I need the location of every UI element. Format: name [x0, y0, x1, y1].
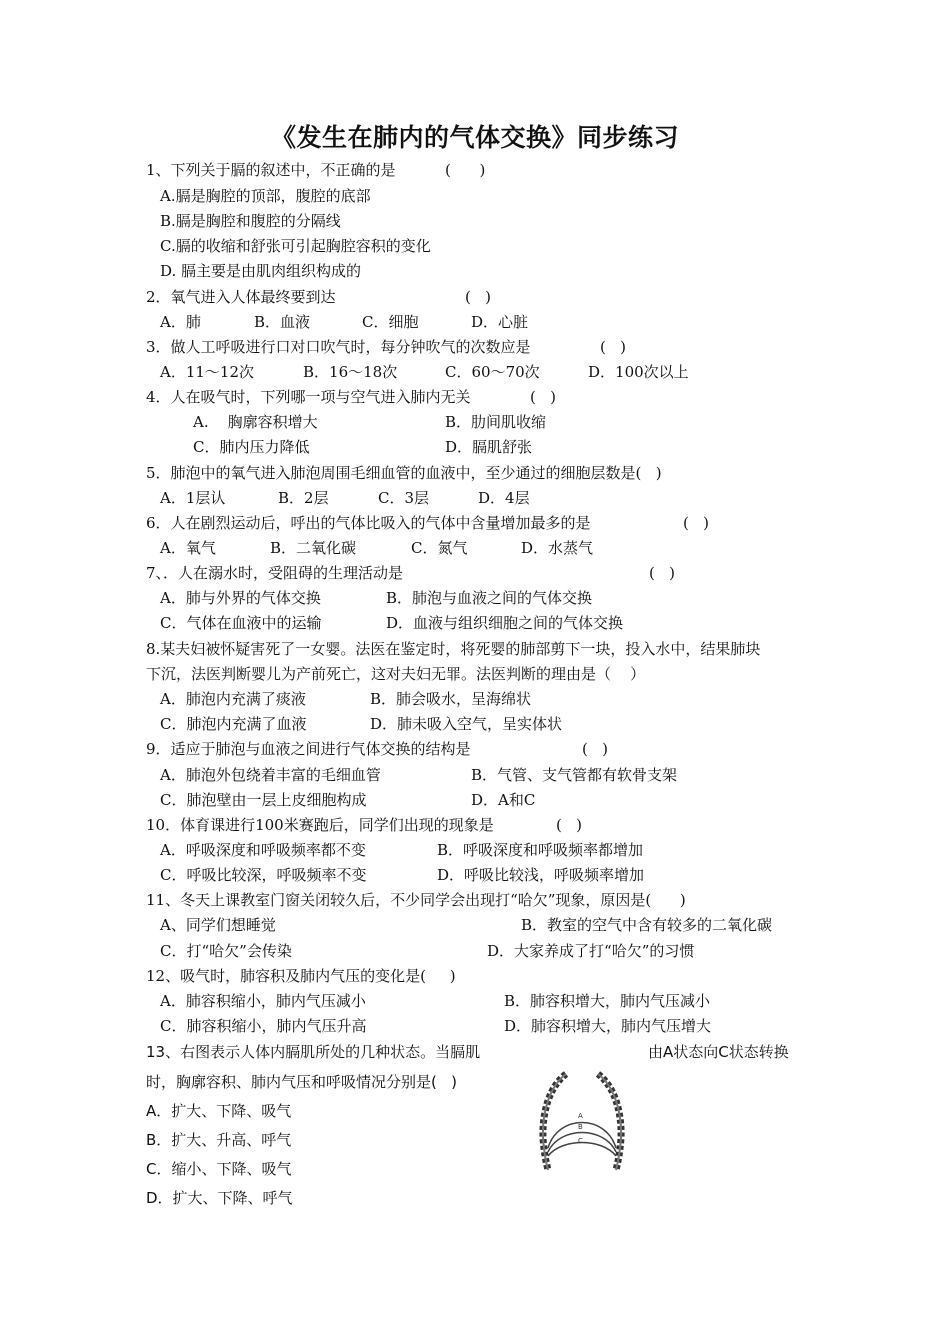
q1-stem: 1、下列关于膈的叙述中，不正确的是	[146, 161, 396, 179]
q7-option-b: B．肺泡与血液之间的气体交换	[386, 589, 593, 607]
q1-blank: ( )	[445, 161, 486, 179]
q8-option-d: D．肺未吸入空气，呈实体状	[370, 715, 563, 733]
q2-option-b: B．血液	[254, 313, 311, 331]
q7-stem: 7、．人在溺水时，受阻碍的生理活动是	[146, 564, 404, 582]
q4-stem: 4．人在吸气时，下列哪一项与空气进入肺内无关	[146, 388, 471, 406]
q10-stem: 10．体育课进行100米赛跑后，同学们出现的现象是	[146, 816, 494, 834]
q2-blank: ( )	[465, 288, 492, 306]
diaphragm-figure	[536, 1066, 628, 1176]
q6-option-c: C．氮气	[411, 539, 468, 557]
q1-option-b: B.膈是胸腔和腹腔的分隔线	[160, 212, 341, 230]
q9-option-b: B．气管、支气管都有软骨支架	[471, 766, 678, 784]
q7-option-a: A．肺与外界的气体交换	[160, 589, 321, 607]
q3-stem: 3．做人工呼吸进行口对口吹气时，每分钟吹气的次数应是	[146, 338, 531, 356]
q3-option-b: B．16～18次	[303, 363, 398, 381]
q11-option-b: B．教室的空气中含有较多的二氧化碳	[521, 916, 773, 934]
q4-blank: ( )	[530, 388, 557, 406]
q6-blank: ( )	[683, 514, 710, 532]
q9-blank: ( )	[582, 740, 609, 758]
q8-option-b: B．肺会吸水，呈海绵状	[370, 690, 532, 708]
q3-option-c: C．60～70次	[445, 363, 540, 381]
q7-option-d: D．血液与组织细胞之间的气体交换	[386, 614, 624, 632]
q4-option-c: C．肺内压力降低	[193, 438, 310, 456]
q5-option-c: C．3层	[378, 489, 430, 507]
q1-option-a: A.膈是胸腔的顶部，腹腔的底部	[160, 187, 371, 205]
q13-stem-line2: 时，胸廓容积、肺内气压和呼吸情况分别是( )	[146, 1073, 458, 1091]
q2-option-a: A．肺	[160, 313, 201, 331]
q5-option-b: B．2层	[278, 489, 329, 507]
q3-option-a: A．11～12次	[160, 363, 255, 381]
q4-option-a: A. 胸廓容积增大	[193, 413, 318, 431]
q8-option-c: C．肺泡内充满了血液	[160, 715, 307, 733]
q6-option-a: A．氧气	[160, 539, 216, 557]
q10-option-b: B．呼吸深度和呼吸频率都增加	[437, 841, 644, 859]
q12-option-c: C．肺容积缩小，肺内气压升高	[160, 1017, 367, 1035]
q11-option-d: D．大家养成了打“哈欠”的习惯	[487, 942, 695, 960]
q9-stem: 9．适应于肺泡与血液之间进行气体交换的结构是	[146, 740, 471, 758]
q2-option-c: C．细胞	[362, 313, 419, 331]
q3-option-d: D．100次以上	[588, 363, 689, 381]
q1-option-c: C.膈的收缩和舒张可引起胸腔容积的变化	[160, 237, 431, 255]
q9-option-a: A．肺泡外包绕着丰富的毛细血管	[160, 766, 381, 784]
q8-stem-line2: 下沉，法医判断婴儿为产前死亡，这对夫妇无罪。法医判断的理由是（ ）	[146, 665, 646, 683]
q13-option-a: A．扩大、下降、吸气	[146, 1102, 292, 1120]
q13-option-c: C．缩小、下降、吸气	[146, 1160, 292, 1178]
q12-option-d: D．肺容积增大，肺内气压增大	[504, 1017, 712, 1035]
q5-option-a: A．1层认	[160, 489, 226, 507]
page-title: 《发生在肺内的气体交换》同步练习	[270, 123, 679, 152]
q11-option-a: A、同学们想睡觉	[160, 916, 276, 934]
q2-stem: 2．氧气进入人体最终要到达	[146, 288, 336, 306]
q5-stem: 5．肺泡中的氧气进入肺泡周围毛细血管的血液中，至少通过的细胞层数是( )	[146, 464, 662, 482]
q9-option-d: D．A和C	[471, 791, 536, 809]
q13-option-d: D．扩大、下降、呼气	[146, 1189, 293, 1207]
q6-option-d: D．水蒸气	[521, 539, 594, 557]
q10-option-d: D．呼吸比较浅，呼吸频率增加	[437, 866, 645, 884]
q13-stem-line1b: 由A状态向C状态转换	[648, 1043, 789, 1061]
q9-option-c: C．肺泡壁由一层上皮细胞构成	[160, 791, 367, 809]
q2-option-d: D．心脏	[471, 313, 529, 331]
q4-option-b: B．肋间肌收缩	[445, 413, 547, 431]
q3-blank: ( )	[600, 338, 627, 356]
q10-option-c: C．呼吸比较深，呼吸频率不变	[160, 866, 367, 884]
figure-label-b: B	[578, 1123, 583, 1131]
q6-option-b: B．二氧化碳	[270, 539, 357, 557]
q12-option-a: A．肺容积缩小，肺内气压减小	[160, 992, 366, 1010]
q11-option-c: C．打“哈欠”会传染	[160, 942, 292, 960]
figure-label-a: A	[578, 1112, 583, 1120]
q10-option-a: A．呼吸深度和呼吸频率都不变	[160, 841, 366, 859]
q5-option-d: D．4层	[478, 489, 530, 507]
q13-stem-line1a: 13、右图表示人体内膈肌所处的几种状态。当膈肌	[146, 1043, 481, 1061]
q8-stem-line1: 8.某夫妇被怀疑害死了一女婴。法医在鉴定时，将死婴的肺部剪下一块，投入水中，结果肺块	[146, 640, 761, 658]
q8-option-a: A．肺泡内充满了痰液	[160, 690, 306, 708]
q6-stem: 6．人在剧烈运动后，呼出的气体比吸入的气体中含量增加最多的是	[146, 514, 591, 532]
q4-option-d: D．膈肌舒张	[445, 438, 533, 456]
q7-blank: ( )	[649, 564, 676, 582]
q12-stem: 12、吸气时，肺容积及肺内气压的变化是( )	[146, 967, 456, 985]
q11-stem: 11、冬天上课教室门窗关闭较久后，不少同学会出现打“哈欠”现象，原因是( )	[146, 891, 686, 909]
figure-label-c: C	[578, 1137, 583, 1145]
q12-option-b: B．肺容积增大，肺内气压减小	[504, 992, 711, 1010]
q7-option-c: C．气体在血液中的运输	[160, 614, 322, 632]
q1-option-d: D. 膈主要是由肌肉组织构成的	[160, 262, 362, 280]
q13-option-b: B．扩大、升高、呼气	[146, 1131, 292, 1149]
q10-blank: ( )	[556, 816, 583, 834]
